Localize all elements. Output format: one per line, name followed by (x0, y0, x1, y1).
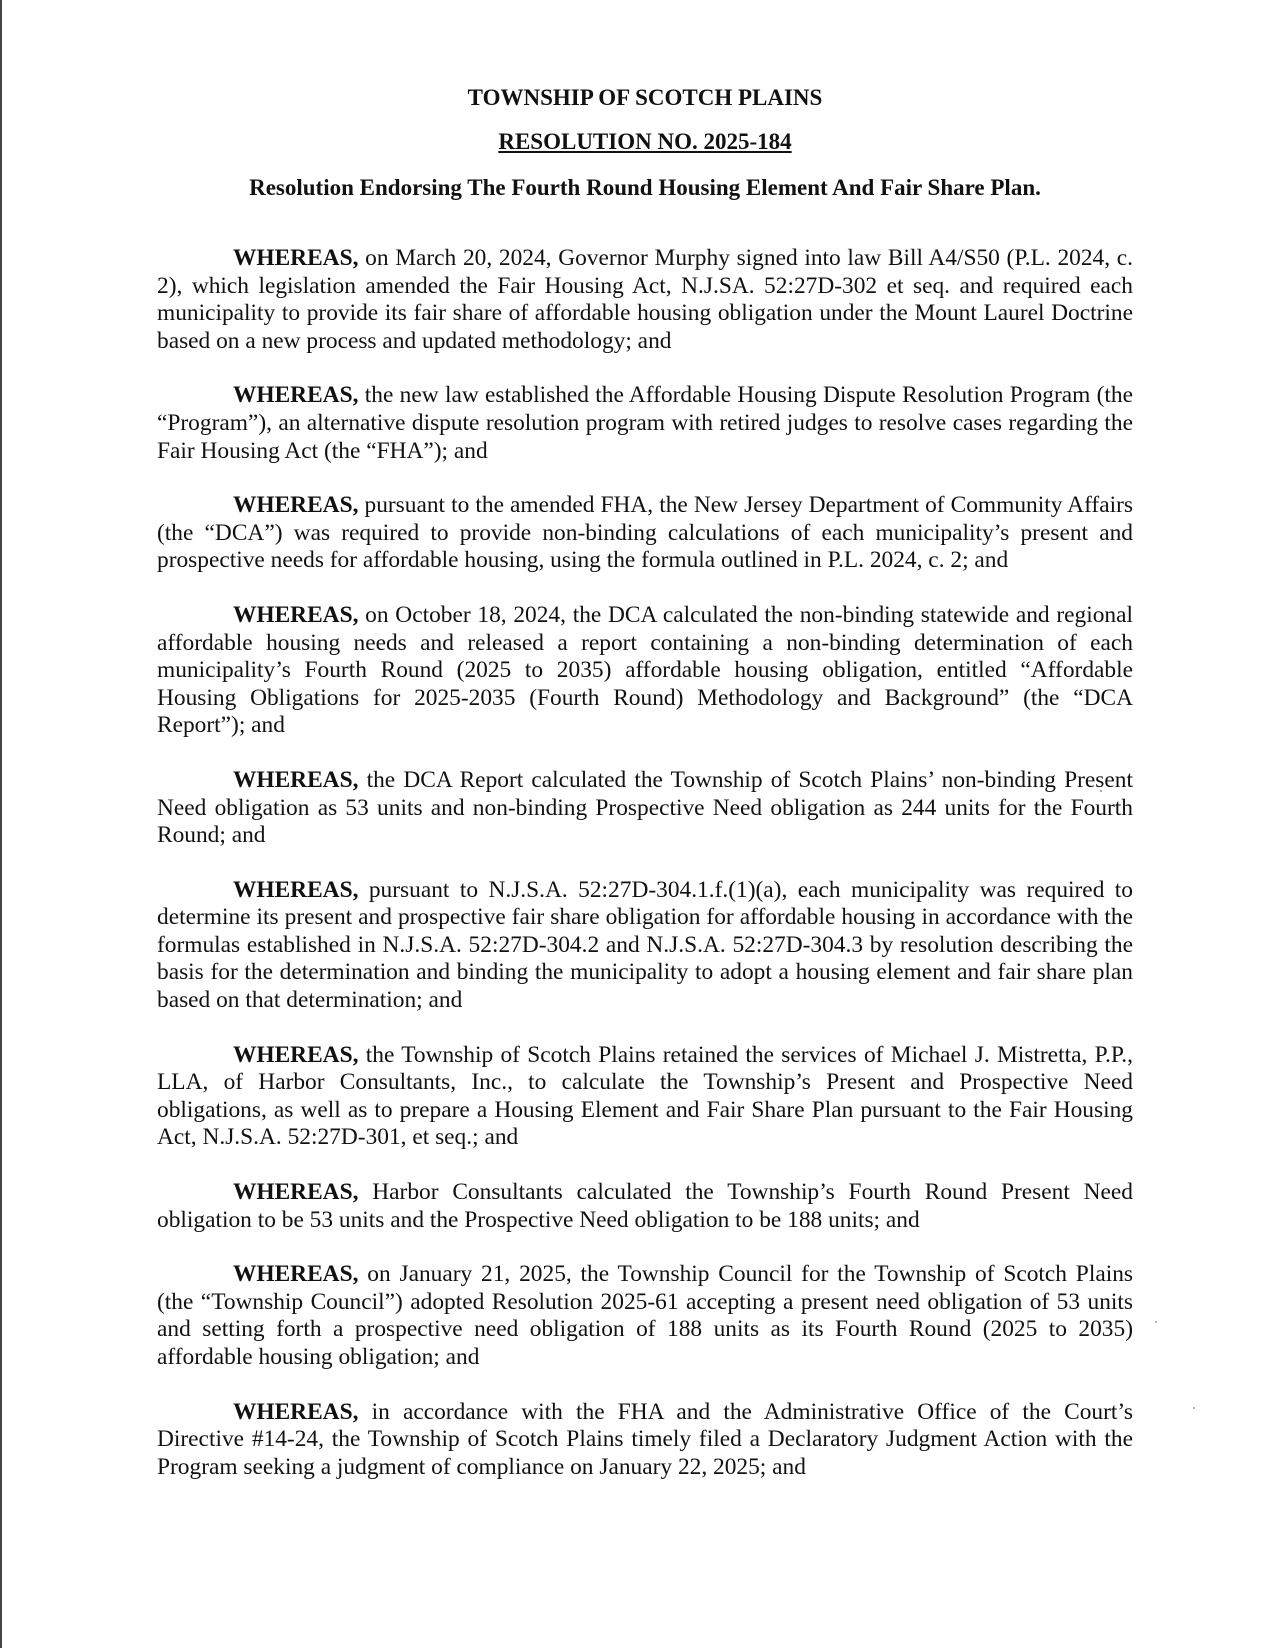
document-title: TOWNSHIP OF SCOTCH PLAINS (467, 85, 823, 110)
clause-text: the Township of Scotch Plains retained the services of Michael J. Mistretta, P.P., LLA, of Harbor Consultants, Inc., to calculate the Township’s Present and Prospective Need obligations, as well as to prepare a Housing Element and Fair Share Plan pursuant to the Fair Housing Act, N.J.S.A. 52:27D-301, et seq.; and (157, 1041, 1133, 1151)
clause-lead: WHEREAS, (233, 1041, 359, 1068)
clause-lead: WHEREAS, (233, 1179, 359, 1206)
clause-lead: WHEREAS, (233, 382, 359, 409)
scan-speck (1155, 1321, 1157, 1323)
clause-text: on March 20, 2024, Governor Murphy signed into law Bill A4/S50 (P.L. 2024, c. 2), which legislation amended the Fair Housing Act, N.J.SA. 52:27D-302 et seq. and required each municipality to provide its fair share of affordable housing obligation under the Mount Laurel Doctrine based on a new process and updated methodology; and (157, 245, 1133, 354)
whereas-clause (157, 492, 1133, 575)
clause-lead: WHEREAS, (233, 766, 359, 793)
whereas-clause (157, 1261, 1133, 1371)
whereas-clause (157, 1179, 1133, 1234)
whereas-clause (157, 767, 1133, 850)
clause-text: in accordance with the FHA and the Administrative Office of the Court’s Directive #14-24, the Township of Scotch Plains timely filed a Declaratory Judgment Action with the Program seeking a judgment of compliance on January 22, 2025; and (157, 1398, 1133, 1480)
resolution-number: RESOLUTION NO. 2025-184 (498, 129, 792, 154)
clause-lead: WHEREAS, (233, 1398, 359, 1425)
clause-text: pursuant to N.J.S.A. 52:27D-304.1.f.(1)(a), each municipality was required to determine its present and prospective fair share obligation for affordable housing in accordance with the formulas established in N.J.S.A. 52:27D-304.2 and N.J.S.A. 52:27D-304.3 by resolution describing the basis for the determination and binding the municipality to adopt a housing element and fair share plan based on that determination; and (157, 876, 1133, 1014)
whereas-clause (157, 1399, 1133, 1482)
whereas-clause (157, 602, 1133, 740)
whereas-clause (157, 877, 1133, 1015)
clause-text: on October 18, 2024, the DCA calculated the non-binding statewide and regional affordable housing needs and released a report containing a non-binding determination of each municipality’s Fourth Round (2025 to 2035) affordable housing obligation, entitled “Affordable Housing Obligations for 2025-2035 (Fourth Round) Methodology and Background” (the “DCA Report”); and (157, 601, 1133, 739)
clause-lead: WHEREAS, (233, 492, 359, 519)
clause-text: on January 21, 2025, the Township Council for the Township of Scotch Plains (the “Township Council”) adopted Resolution 2025-61 accepting a present need obligation of 53 units and setting forth a prospective need obligation of 188 units as its Fourth Round (2025 to 2035) affordable housing obligation; and (157, 1261, 1133, 1370)
clause-lead: WHEREAS, (233, 1261, 359, 1288)
clause-text: pursuant to the amended FHA, the New Jersey Department of Community Affairs (the “DCA”) was required to provide non-binding calculations of each municipality’s present and prospective needs for affordable housing, using the formula outlined in P.L. 2024, c. 2; and (157, 492, 1133, 574)
whereas-clauses (157, 245, 1133, 1481)
clause-text: the new law established the Affordable Housing Dispute Resolution Program (the “Program”), an alternative dispute resolution program with retired judges to resolve cases regarding the Fair Housing Act (the “FHA”); and (157, 382, 1133, 464)
clause-lead: WHEREAS, (233, 245, 359, 271)
whereas-clause (157, 1042, 1133, 1152)
whereas-clause (157, 382, 1133, 465)
clause-text: the DCA Report calculated the Township of Scotch Plains’ non-binding Present Need obligation as 53 units and non-binding Prospective Need obligation as 244 units for the Fourth Round; and (157, 766, 1133, 849)
resolution-subject: Resolution Endorsing The Fourth Round Housing Element And Fair Share Plan. (249, 175, 1041, 200)
scan-speck (1193, 1407, 1195, 1409)
clause-lead: WHEREAS, (233, 601, 359, 628)
document-body (157, 82, 1133, 1508)
clause-lead: WHEREAS, (233, 876, 359, 903)
whereas-clause (157, 245, 1133, 355)
clause-text: Harbor Consultants calculated the Township’s Fourth Round Present Need obligation to be 53 units and the Prospective Need obligation to be 188 units; and (157, 1179, 1133, 1233)
